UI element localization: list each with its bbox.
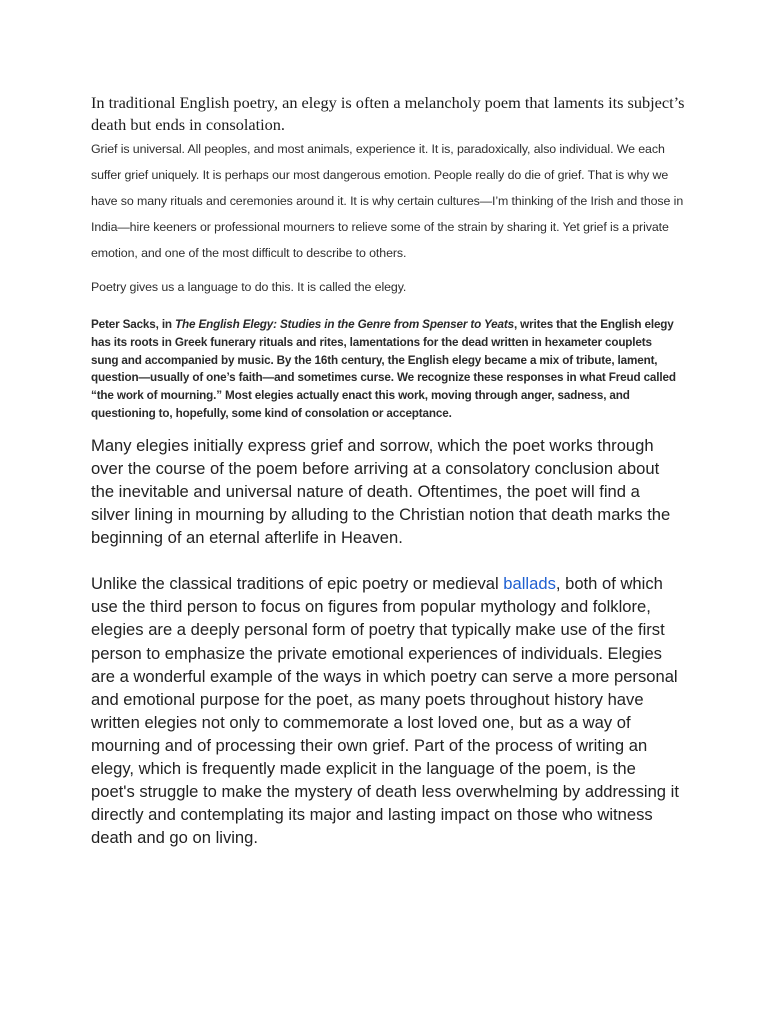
unlike-body: , both of which use the third person to focus on figures from popular mythology and folklore, elegies are a deeply personal form of poetry that typically make use of the first person to emphasize the private emotional experiences of individuals. Elegies are a wonderful example of the ways in which poetry can serve a more personal and emotional purpose for the poet, as many poets throughout history have written elegies not only to commemorate a lost loved one, but as a way of mourning and of processing their own grief. Part of the process of writing an elegy, which is frequently made explicit in the language of the poem, is the poet's struggle to make the mystery of death less overwhelming by addressing it directly and contemplating its major and lasting impact on those who witness death and go on living. [91,574,679,848]
sacks-paragraph [91,316,681,423]
unlike-prefix: Unlike the classical traditions of epic poetry or medieval [91,574,504,594]
grief-paragraph: Grief is universal. All peoples, and most animals, experience it. It is, paradoxically, also individual. We each suffer grief uniquely. It is perhaps our most dangerous emotion. People really do die of grief. That is why we have so many rituals and ceremonies around it. It is why certain cultures—I’m thinking of the Irish and those in India—hire keeners or professional mourners to relieve some of the strain by sharing it. Yet grief is a private emotion, and one of the most difficult to describe to others. [91,142,684,260]
unlike-paragraph [91,572,681,849]
book-title: The English Elegy: Studies in the Genre from Spenser to Yeats [175,318,514,331]
many-elegies-paragraph: Many elegies initially express grief and sorrow, which the poet works through over the course of the poem before arriving at a consolatory conclusion about the inevitable and universal nature of death. Oftentimes, the poet will find a silver lining in mourning by alluding to the Christian notion that death marks the beginning of an eternal afterlife in Heaven. [91,435,671,548]
ballads-link[interactable]: ballads [503,574,556,594]
poetry-paragraph: Poetry gives us a language to do this. It is called the elegy. [91,280,407,294]
document-page [91,92,691,849]
lead-sentence: In traditional English poetry, an elegy is often a melancholy poem that laments its subject’s death but ends in consolation. [91,93,685,134]
sacks-prefix: Peter Sacks, in [91,318,176,331]
sacks-body: , writes that the English elegy has its roots in Greek funerary rituals and rites, lamentations for the dead written in hexameter couplets sung and accompanied by music. By the 16th century, the English elegy became a mix of tribute, lament, question—usually of one’s faith—and sometimes curse. We recognize these responses in what Freud called “the work of mourning.” Most elegies actually enact this work, moving through anger, sadness, and questioning to, hopefully, some kind of consolation or acceptance. [91,318,676,420]
